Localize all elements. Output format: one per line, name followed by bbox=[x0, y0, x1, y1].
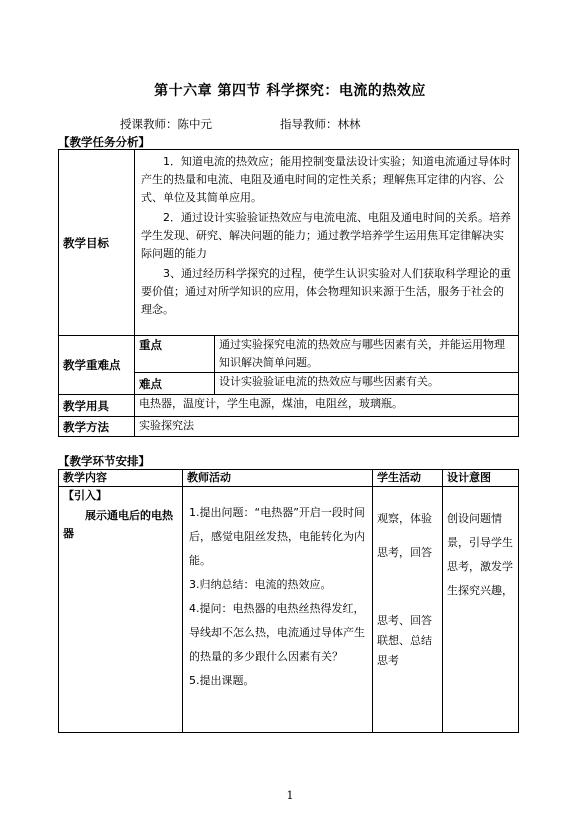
focus-label: 重点 bbox=[135, 336, 215, 373]
intro-content: 展示通电后的电热器 bbox=[63, 509, 173, 540]
content-cell bbox=[59, 487, 183, 733]
goals-content bbox=[135, 150, 519, 336]
advisor: 指导教师：林林 bbox=[280, 117, 361, 131]
intro-label: 【引入】 bbox=[63, 489, 107, 502]
intent-cell: 创设问题情景，引导学生思考，激发学生探究兴趣， bbox=[443, 487, 519, 733]
method-label: 教学方法 bbox=[59, 417, 135, 437]
goals-label: 教学目标 bbox=[59, 150, 135, 336]
section-task-analysis: 【教学任务分析】 bbox=[58, 135, 150, 149]
teacher-item: 1.提出问题：“电热器”开启一段时间后，感觉电阻丝发热，电能转化为内能。 bbox=[189, 506, 365, 567]
difficulty-text: 设计实验验证电流的热效应与哪些因素有关。 bbox=[215, 373, 519, 395]
task-analysis-table bbox=[58, 149, 519, 437]
goal-item: 1．知道电流的热效应；能用控制变量法设计实验；知道电流通过导体时产生的热量和电流、电阻及通电时间的定性关系；理解焦耳定律的内容、公式、单位及其简单应用。 bbox=[141, 155, 511, 204]
teacher-item: 3.归纳总结：电流的热效应。 bbox=[189, 578, 332, 591]
teacher-item: 4.提问：电热器的电热丝热得发红，导线却不怎么热，电流通过导体产生的热量的多少跟什么因素有关？ bbox=[189, 602, 365, 663]
teacher-item: 5.提出课题。 bbox=[189, 674, 255, 687]
section-schedule: 【教学环节安排】 bbox=[58, 454, 150, 468]
goal-item: 2．通过设计实验验证热效应与电流电流、电阻及通电时间的关系。培养学生发现、研究、解决问题的能力；通过教学培养学生运用焦耳定律解决实际问题的能力 bbox=[141, 211, 511, 260]
page-number: 1 bbox=[286, 789, 294, 802]
header-teacher: 教师活动 bbox=[183, 470, 373, 487]
student-item: 观察，体验 bbox=[377, 512, 432, 525]
teacher-cell bbox=[183, 487, 373, 733]
student-item: 思考，回答 bbox=[377, 546, 432, 559]
difficulty-label: 难点 bbox=[135, 373, 215, 395]
tools-text: 电热器，温度计，学生电源，煤油，电阻丝，玻璃瓶。 bbox=[135, 395, 519, 417]
header-student: 学生活动 bbox=[373, 470, 443, 487]
method-text: 实验探究法 bbox=[135, 417, 519, 437]
focus-text: 通过实验探究电流的热效应与哪些因素有关，并能运用物理知识解决简单问题。 bbox=[215, 336, 519, 373]
student-cell bbox=[373, 487, 443, 733]
lecturer: 授课教师：陈中元 bbox=[120, 117, 212, 131]
schedule-table bbox=[58, 469, 519, 733]
page-title: 第十六章 第四节 科学探究：电流的热效应 bbox=[154, 83, 426, 99]
header-intent: 设计意图 bbox=[443, 470, 519, 487]
key-points-label: 教学重难点 bbox=[59, 336, 135, 395]
header-content: 教学内容 bbox=[59, 470, 183, 487]
student-item: 思考、回答联想、总结思考 bbox=[377, 614, 432, 667]
goal-item: 3、通过经历科学探究的过程，使学生认识实验对人们获取科学理论的重要价值；通过对所学知识的应用，体会物理知识来源于生活，服务于社会的理念。 bbox=[141, 267, 511, 316]
tools-label: 教学用具 bbox=[59, 395, 135, 417]
